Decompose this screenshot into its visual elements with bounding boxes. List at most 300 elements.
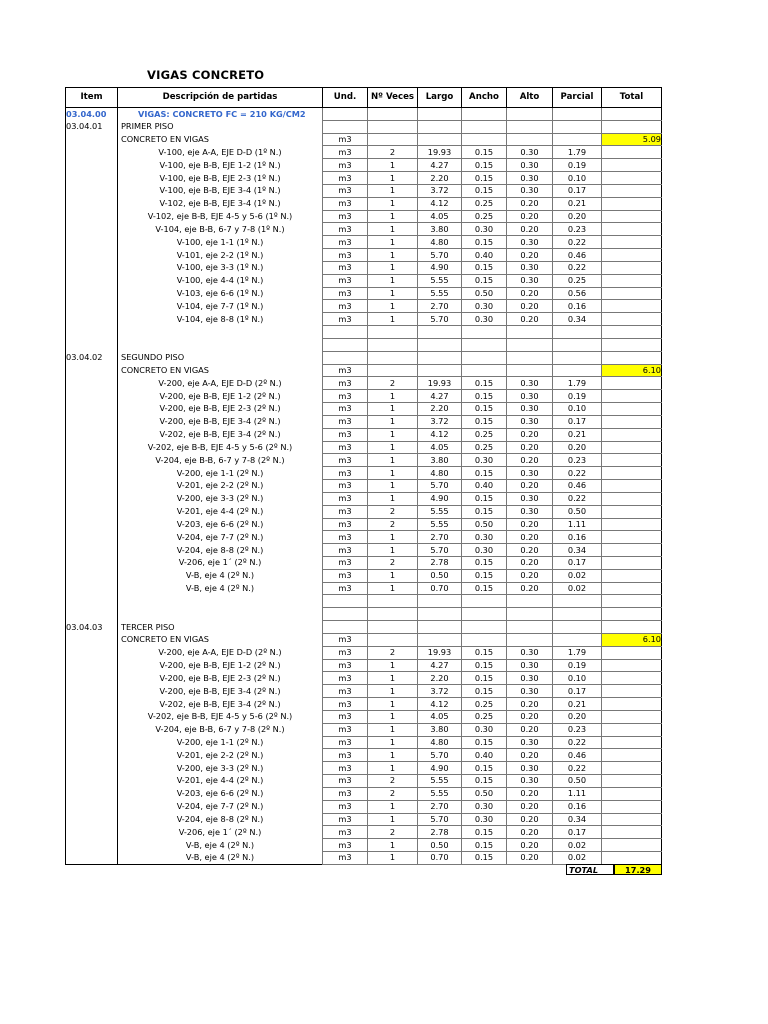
row-partial: 0.17 [553, 415, 602, 428]
empty-cell [418, 595, 462, 608]
row-description: V-204, eje 7-7 (2º N.) [118, 531, 323, 544]
row-partial: 1.79 [553, 146, 602, 159]
row-unit: m3 [323, 762, 368, 775]
table-row [66, 377, 662, 390]
row-length: 4.27 [418, 390, 462, 403]
row-height: 0.20 [507, 544, 553, 557]
row-unit: m3 [323, 210, 368, 223]
row-times: 1 [368, 531, 418, 544]
section-description: VIGAS: CONCRETO FC = 210 KG/CM2 [118, 108, 323, 121]
table-row [66, 300, 662, 313]
row-description: V-200, eje B-B, EJE 1-2 (2º N.) [118, 659, 323, 672]
empty-cell [462, 608, 507, 621]
row-times: 2 [368, 518, 418, 531]
row-unit: m3 [323, 672, 368, 685]
row-height: 0.20 [507, 813, 553, 826]
empty-cell [323, 338, 368, 351]
empty-cell [602, 338, 662, 351]
row-height: 0.30 [507, 274, 553, 287]
empty-cell [462, 120, 507, 133]
row-length: 4.80 [418, 236, 462, 249]
row-partial: 0.16 [553, 531, 602, 544]
row-partial: 0.10 [553, 172, 602, 185]
row-unit: m3 [323, 659, 368, 672]
table-row [66, 556, 662, 569]
empty-cell [66, 223, 118, 236]
row-height: 0.20 [507, 839, 553, 852]
empty-cell [602, 454, 662, 467]
spacer-row [66, 338, 662, 351]
table-body [66, 108, 662, 865]
row-unit: m3 [323, 646, 368, 659]
row-width: 0.15 [462, 184, 507, 197]
row-height: 0.20 [507, 223, 553, 236]
row-length: 2.78 [418, 826, 462, 839]
row-partial: 0.16 [553, 800, 602, 813]
row-partial: 1.79 [553, 377, 602, 390]
row-unit: m3 [323, 518, 368, 531]
row-length: 5.55 [418, 505, 462, 518]
row-height: 0.20 [507, 569, 553, 582]
table-row [66, 184, 662, 197]
empty-cell [66, 736, 118, 749]
empty-cell [66, 415, 118, 428]
row-height: 0.20 [507, 428, 553, 441]
row-unit: m3 [323, 172, 368, 185]
empty-cell [507, 621, 553, 634]
header-width: Ancho [462, 88, 507, 108]
row-times: 1 [368, 800, 418, 813]
row-partial: 0.17 [553, 826, 602, 839]
row-width: 0.15 [462, 390, 507, 403]
table-row [66, 492, 662, 505]
empty-cell [602, 531, 662, 544]
table-row [66, 749, 662, 762]
row-width: 0.40 [462, 249, 507, 262]
empty-cell [602, 261, 662, 274]
row-partial: 0.34 [553, 544, 602, 557]
empty-cell [66, 659, 118, 672]
empty-cell [66, 261, 118, 274]
table-row [66, 582, 662, 595]
sheet-title: VIGAS CONCRETO [147, 68, 265, 82]
row-unit: m3 [323, 403, 368, 416]
empty-cell [602, 120, 662, 133]
empty-cell [66, 710, 118, 723]
row-times: 1 [368, 261, 418, 274]
empty-cell [602, 300, 662, 313]
row-length: 4.05 [418, 710, 462, 723]
empty-cell [602, 595, 662, 608]
row-length: 2.20 [418, 672, 462, 685]
header-unit: Und. [323, 88, 368, 108]
empty-cell [507, 633, 553, 646]
table-row [66, 505, 662, 518]
row-width: 0.15 [462, 826, 507, 839]
row-partial: 0.19 [553, 159, 602, 172]
row-times: 1 [368, 249, 418, 262]
group-code: 03.04.02 [66, 351, 118, 364]
empty-cell [462, 326, 507, 339]
empty-cell [602, 723, 662, 736]
row-times: 2 [368, 556, 418, 569]
table-row [66, 313, 662, 326]
empty-cell [418, 351, 462, 364]
empty-cell [66, 646, 118, 659]
row-length: 2.70 [418, 300, 462, 313]
row-unit: m3 [323, 582, 368, 595]
empty-cell [462, 595, 507, 608]
row-height: 0.30 [507, 390, 553, 403]
row-description: V-100, eje A-A, EJE D-D (1º N.) [118, 146, 323, 159]
empty-cell [368, 120, 418, 133]
row-width: 0.15 [462, 274, 507, 287]
row-partial: 0.22 [553, 762, 602, 775]
table-row [66, 236, 662, 249]
row-height: 0.30 [507, 492, 553, 505]
empty-cell [323, 351, 368, 364]
empty-cell [66, 364, 118, 377]
row-width: 0.15 [462, 403, 507, 416]
empty-cell [66, 608, 118, 621]
row-times: 1 [368, 287, 418, 300]
row-description: V-200, eje A-A, EJE D-D (2º N.) [118, 377, 323, 390]
empty-cell [602, 852, 662, 865]
row-height: 0.30 [507, 159, 553, 172]
row-height: 0.30 [507, 403, 553, 416]
empty-cell [553, 595, 602, 608]
empty-cell [418, 133, 462, 146]
row-unit: m3 [323, 274, 368, 287]
empty-cell [602, 646, 662, 659]
row-times: 1 [368, 749, 418, 762]
row-width: 0.15 [462, 569, 507, 582]
row-times: 1 [368, 723, 418, 736]
row-unit: m3 [323, 415, 368, 428]
group-name: PRIMER PISO [118, 120, 323, 133]
row-unit: m3 [323, 249, 368, 262]
row-unit: m3 [323, 492, 368, 505]
row-width: 0.25 [462, 197, 507, 210]
empty-cell [66, 338, 118, 351]
row-partial: 0.19 [553, 390, 602, 403]
empty-cell [323, 621, 368, 634]
header-total: Total [602, 88, 662, 108]
empty-cell [507, 133, 553, 146]
row-width: 0.30 [462, 313, 507, 326]
empty-cell [66, 518, 118, 531]
row-length: 4.27 [418, 159, 462, 172]
empty-cell [602, 377, 662, 390]
table-row [66, 685, 662, 698]
empty-cell [66, 377, 118, 390]
row-width: 0.30 [462, 813, 507, 826]
empty-cell [66, 544, 118, 557]
row-times: 1 [368, 428, 418, 441]
table-row [66, 762, 662, 775]
empty-cell [418, 120, 462, 133]
empty-cell [602, 775, 662, 788]
row-height: 0.20 [507, 710, 553, 723]
row-length: 4.12 [418, 428, 462, 441]
row-unit: m3 [323, 505, 368, 518]
row-width: 0.30 [462, 800, 507, 813]
row-unit: m3 [323, 223, 368, 236]
row-partial: 0.21 [553, 698, 602, 711]
row-width: 0.15 [462, 261, 507, 274]
empty-cell [418, 608, 462, 621]
table-row [66, 146, 662, 159]
row-partial: 0.17 [553, 556, 602, 569]
empty-cell [462, 133, 507, 146]
row-partial: 0.22 [553, 492, 602, 505]
table-row [66, 698, 662, 711]
empty-cell [66, 685, 118, 698]
row-unit: m3 [323, 852, 368, 865]
row-times: 1 [368, 659, 418, 672]
row-width: 0.15 [462, 377, 507, 390]
row-description: V-201, eje 4-4 (2º N.) [118, 775, 323, 788]
row-times: 1 [368, 685, 418, 698]
row-height: 0.30 [507, 184, 553, 197]
table-row [66, 787, 662, 800]
row-length: 3.72 [418, 184, 462, 197]
empty-cell [66, 326, 118, 339]
table-row [66, 672, 662, 685]
row-description: V-204, eje B-B, 6-7 y 7-8 (2º N.) [118, 723, 323, 736]
table-row [66, 441, 662, 454]
row-times: 1 [368, 839, 418, 852]
table-row [66, 518, 662, 531]
row-width: 0.15 [462, 415, 507, 428]
row-length: 4.80 [418, 467, 462, 480]
budget-table [65, 87, 662, 865]
header-item: Item [66, 88, 118, 108]
row-partial: 0.20 [553, 210, 602, 223]
empty-cell [66, 403, 118, 416]
empty-cell [66, 428, 118, 441]
row-width: 0.15 [462, 839, 507, 852]
empty-cell [602, 403, 662, 416]
row-times: 1 [368, 762, 418, 775]
row-partial: 0.20 [553, 441, 602, 454]
group-total: 6.10 [602, 364, 662, 377]
row-length: 4.05 [418, 441, 462, 454]
row-description: V-204, eje B-B, 6-7 y 7-8 (2º N.) [118, 454, 323, 467]
row-unit: m3 [323, 710, 368, 723]
empty-cell [66, 595, 118, 608]
row-partial: 0.20 [553, 710, 602, 723]
row-unit: m3 [323, 531, 368, 544]
row-unit: m3 [323, 236, 368, 249]
empty-cell [553, 608, 602, 621]
row-partial: 0.02 [553, 582, 602, 595]
row-description: V-104, eje B-B, 6-7 y 7-8 (1º N.) [118, 223, 323, 236]
row-times: 1 [368, 313, 418, 326]
empty-cell [602, 582, 662, 595]
row-times: 1 [368, 223, 418, 236]
row-length: 4.12 [418, 698, 462, 711]
row-width: 0.15 [462, 492, 507, 505]
row-description: V-103, eje 6-6 (1º N.) [118, 287, 323, 300]
table-row [66, 223, 662, 236]
empty-cell [507, 338, 553, 351]
row-length: 4.12 [418, 197, 462, 210]
row-height: 0.20 [507, 531, 553, 544]
row-partial: 0.50 [553, 775, 602, 788]
row-partial: 0.16 [553, 300, 602, 313]
empty-cell [507, 595, 553, 608]
row-unit: m3 [323, 787, 368, 800]
row-description: V-100, eje 4-4 (1º N.) [118, 274, 323, 287]
row-width: 0.30 [462, 531, 507, 544]
empty-cell [602, 569, 662, 582]
row-length: 5.55 [418, 518, 462, 531]
group-code: 03.04.01 [66, 120, 118, 133]
row-width: 0.40 [462, 480, 507, 493]
row-height: 0.30 [507, 415, 553, 428]
row-partial: 0.21 [553, 428, 602, 441]
empty-cell [66, 133, 118, 146]
empty-cell [66, 313, 118, 326]
row-times: 1 [368, 390, 418, 403]
empty-cell [66, 813, 118, 826]
empty-cell [602, 672, 662, 685]
row-unit: m3 [323, 569, 368, 582]
empty-cell [507, 351, 553, 364]
empty-cell [323, 326, 368, 339]
row-height: 0.20 [507, 287, 553, 300]
row-unit: m3 [323, 544, 368, 557]
empty-cell [602, 544, 662, 557]
row-unit: m3 [323, 839, 368, 852]
row-length: 19.93 [418, 646, 462, 659]
row-length: 4.90 [418, 762, 462, 775]
row-times: 2 [368, 826, 418, 839]
row-description: V-B, eje 4 (2º N.) [118, 852, 323, 865]
row-unit: m3 [323, 698, 368, 711]
empty-cell [553, 133, 602, 146]
table-row [66, 415, 662, 428]
row-unit: m3 [323, 428, 368, 441]
row-height: 0.20 [507, 480, 553, 493]
row-description: V-102, eje B-B, EJE 3-4 (1º N.) [118, 197, 323, 210]
table-row [66, 390, 662, 403]
row-width: 0.25 [462, 210, 507, 223]
row-length: 2.20 [418, 172, 462, 185]
row-times: 1 [368, 710, 418, 723]
row-description: V-200, eje B-B, EJE 3-4 (2º N.) [118, 415, 323, 428]
group-code: 03.04.03 [66, 621, 118, 634]
row-unit: m3 [323, 441, 368, 454]
empty-cell [602, 659, 662, 672]
row-length: 2.20 [418, 403, 462, 416]
row-length: 5.70 [418, 249, 462, 262]
row-width: 0.30 [462, 544, 507, 557]
row-description: V-202, eje B-B, EJE 4-5 y 5-6 (2º N.) [118, 441, 323, 454]
row-unit: m3 [323, 685, 368, 698]
row-partial: 0.46 [553, 480, 602, 493]
row-times: 1 [368, 184, 418, 197]
row-width: 0.25 [462, 441, 507, 454]
empty-cell [323, 608, 368, 621]
row-length: 4.90 [418, 261, 462, 274]
empty-cell [462, 338, 507, 351]
empty-cell [602, 762, 662, 775]
row-partial: 0.02 [553, 852, 602, 865]
empty-cell [66, 236, 118, 249]
grand-total-value: 17.29 [614, 864, 662, 875]
row-partial: 1.11 [553, 787, 602, 800]
empty-cell [66, 505, 118, 518]
empty-cell [602, 492, 662, 505]
empty-cell [602, 274, 662, 287]
empty-cell [602, 441, 662, 454]
group-subtitle: CONCRETO EN VIGAS [118, 364, 323, 377]
empty-cell [462, 621, 507, 634]
empty-cell [553, 351, 602, 364]
empty-cell [418, 338, 462, 351]
row-times: 1 [368, 544, 418, 557]
row-height: 0.20 [507, 723, 553, 736]
row-times: 1 [368, 569, 418, 582]
row-unit: m3 [323, 556, 368, 569]
empty-cell [66, 197, 118, 210]
row-description: V-100, eje B-B, EJE 2-3 (1º N.) [118, 172, 323, 185]
empty-cell [118, 595, 323, 608]
row-description: V-200, eje A-A, EJE D-D (2º N.) [118, 646, 323, 659]
empty-cell [66, 467, 118, 480]
row-times: 1 [368, 813, 418, 826]
row-height: 0.30 [507, 377, 553, 390]
empty-cell [368, 364, 418, 377]
row-height: 0.30 [507, 659, 553, 672]
empty-cell [602, 146, 662, 159]
row-partial: 0.02 [553, 839, 602, 852]
table-row [66, 249, 662, 262]
row-description: V-206, eje 1´ (2º N.) [118, 556, 323, 569]
empty-cell [602, 556, 662, 569]
row-height: 0.30 [507, 467, 553, 480]
empty-cell [553, 364, 602, 377]
table-row [66, 569, 662, 582]
row-times: 1 [368, 172, 418, 185]
row-times: 2 [368, 646, 418, 659]
row-unit: m3 [323, 390, 368, 403]
empty-cell [507, 608, 553, 621]
row-width: 0.15 [462, 685, 507, 698]
empty-cell [602, 415, 662, 428]
table-row [66, 800, 662, 813]
empty-cell [323, 595, 368, 608]
empty-cell [66, 480, 118, 493]
row-times: 1 [368, 441, 418, 454]
row-partial: 0.10 [553, 672, 602, 685]
row-width: 0.50 [462, 787, 507, 800]
row-length: 3.80 [418, 723, 462, 736]
group-header-row [66, 351, 662, 364]
header-partial: Parcial [553, 88, 602, 108]
table-row [66, 723, 662, 736]
row-times: 1 [368, 582, 418, 595]
empty-cell [418, 621, 462, 634]
row-height: 0.20 [507, 249, 553, 262]
row-width: 0.30 [462, 300, 507, 313]
row-length: 19.93 [418, 377, 462, 390]
empty-cell [602, 608, 662, 621]
row-width: 0.15 [462, 672, 507, 685]
empty-cell [118, 338, 323, 351]
